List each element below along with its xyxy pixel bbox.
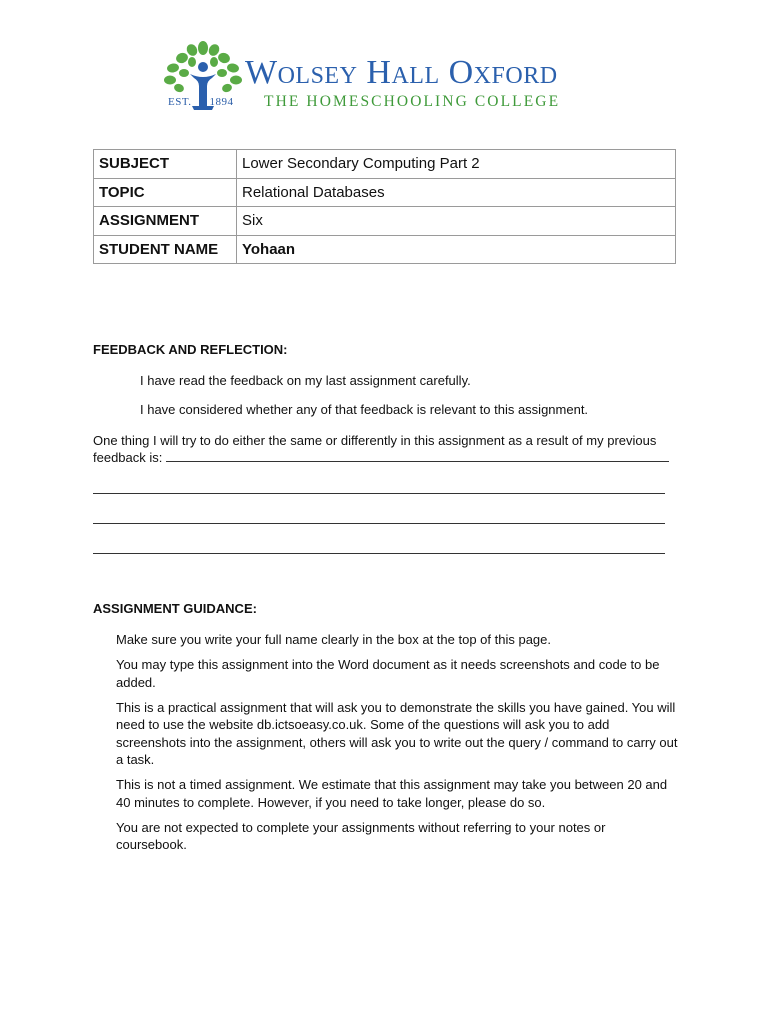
feedback-answer-line[interactable] bbox=[93, 553, 665, 554]
feedback-answer-line[interactable] bbox=[93, 523, 665, 524]
est-text: EST. bbox=[168, 96, 192, 108]
topic-value[interactable]: Relational Databases bbox=[237, 178, 676, 207]
guidance-list bbox=[116, 631, 678, 861]
table-row bbox=[94, 235, 676, 264]
subject-value[interactable]: Lower Secondary Computing Part 2 bbox=[237, 150, 676, 179]
topic-key: TOPIC bbox=[94, 178, 237, 207]
feedback-heading: FEEDBACK AND REFLECTION: bbox=[93, 342, 288, 357]
feedback-prompt-text: feedback is: bbox=[93, 450, 163, 465]
subject-key: SUBJECT bbox=[94, 150, 237, 179]
table-row bbox=[94, 150, 676, 179]
feedback-check-1[interactable]: I have read the feedback on my last assignment carefully. bbox=[140, 373, 471, 388]
feedback-answer-blank[interactable] bbox=[166, 449, 669, 462]
student-name-value[interactable]: Yohaan bbox=[237, 235, 676, 264]
est-year: 1894 bbox=[209, 96, 234, 108]
feedback-check-2[interactable]: I have considered whether any of that feedback is relevant to this assignment. bbox=[140, 402, 589, 417]
college-logo bbox=[162, 40, 612, 118]
feedback-answer-line[interactable] bbox=[93, 493, 665, 494]
guidance-paragraph: This is a practical assignment that will ask you to demonstrate the skills you have gained. You will need to use the website db.ictsoeasy.co.uk. Some of the questions will ask you to add screenshots into the assignment, others will ask you to write out the query / command to carry out a task. bbox=[116, 699, 678, 767]
assignment-key: ASSIGNMENT bbox=[94, 207, 237, 236]
assignment-value[interactable]: Six bbox=[237, 207, 676, 236]
guidance-paragraph: You are not expected to complete your assignments without referring to your notes or coursebook. bbox=[116, 819, 606, 852]
student-name-key: STUDENT NAME bbox=[94, 235, 237, 264]
feedback-prompt-line-1: One thing I will try to do either the same or differently in this assignment as a result of my previous bbox=[93, 433, 657, 448]
feedback-prompt-line-2 bbox=[93, 449, 669, 467]
guidance-heading: ASSIGNMENT GUIDANCE: bbox=[93, 601, 257, 616]
guidance-paragraph: This is not a timed assignment. We estimate that this assignment may take you between 20 and 40 minutes to complete. However, if you need to take longer, please do so. bbox=[116, 777, 668, 810]
table-row bbox=[94, 207, 676, 236]
college-tagline: THE HOMESCHOOLING COLLEGE bbox=[264, 93, 561, 110]
assignment-info-table bbox=[93, 149, 676, 264]
college-name: Wolsey Hall Oxford bbox=[245, 54, 558, 91]
guidance-paragraph: You may type this assignment into the Word document as it needs screenshots and code to be added. bbox=[116, 657, 660, 690]
guidance-paragraph: Make sure you write your full name clearly in the box at the top of this page. bbox=[116, 632, 552, 647]
table-row bbox=[94, 178, 676, 207]
established-label bbox=[168, 96, 234, 108]
